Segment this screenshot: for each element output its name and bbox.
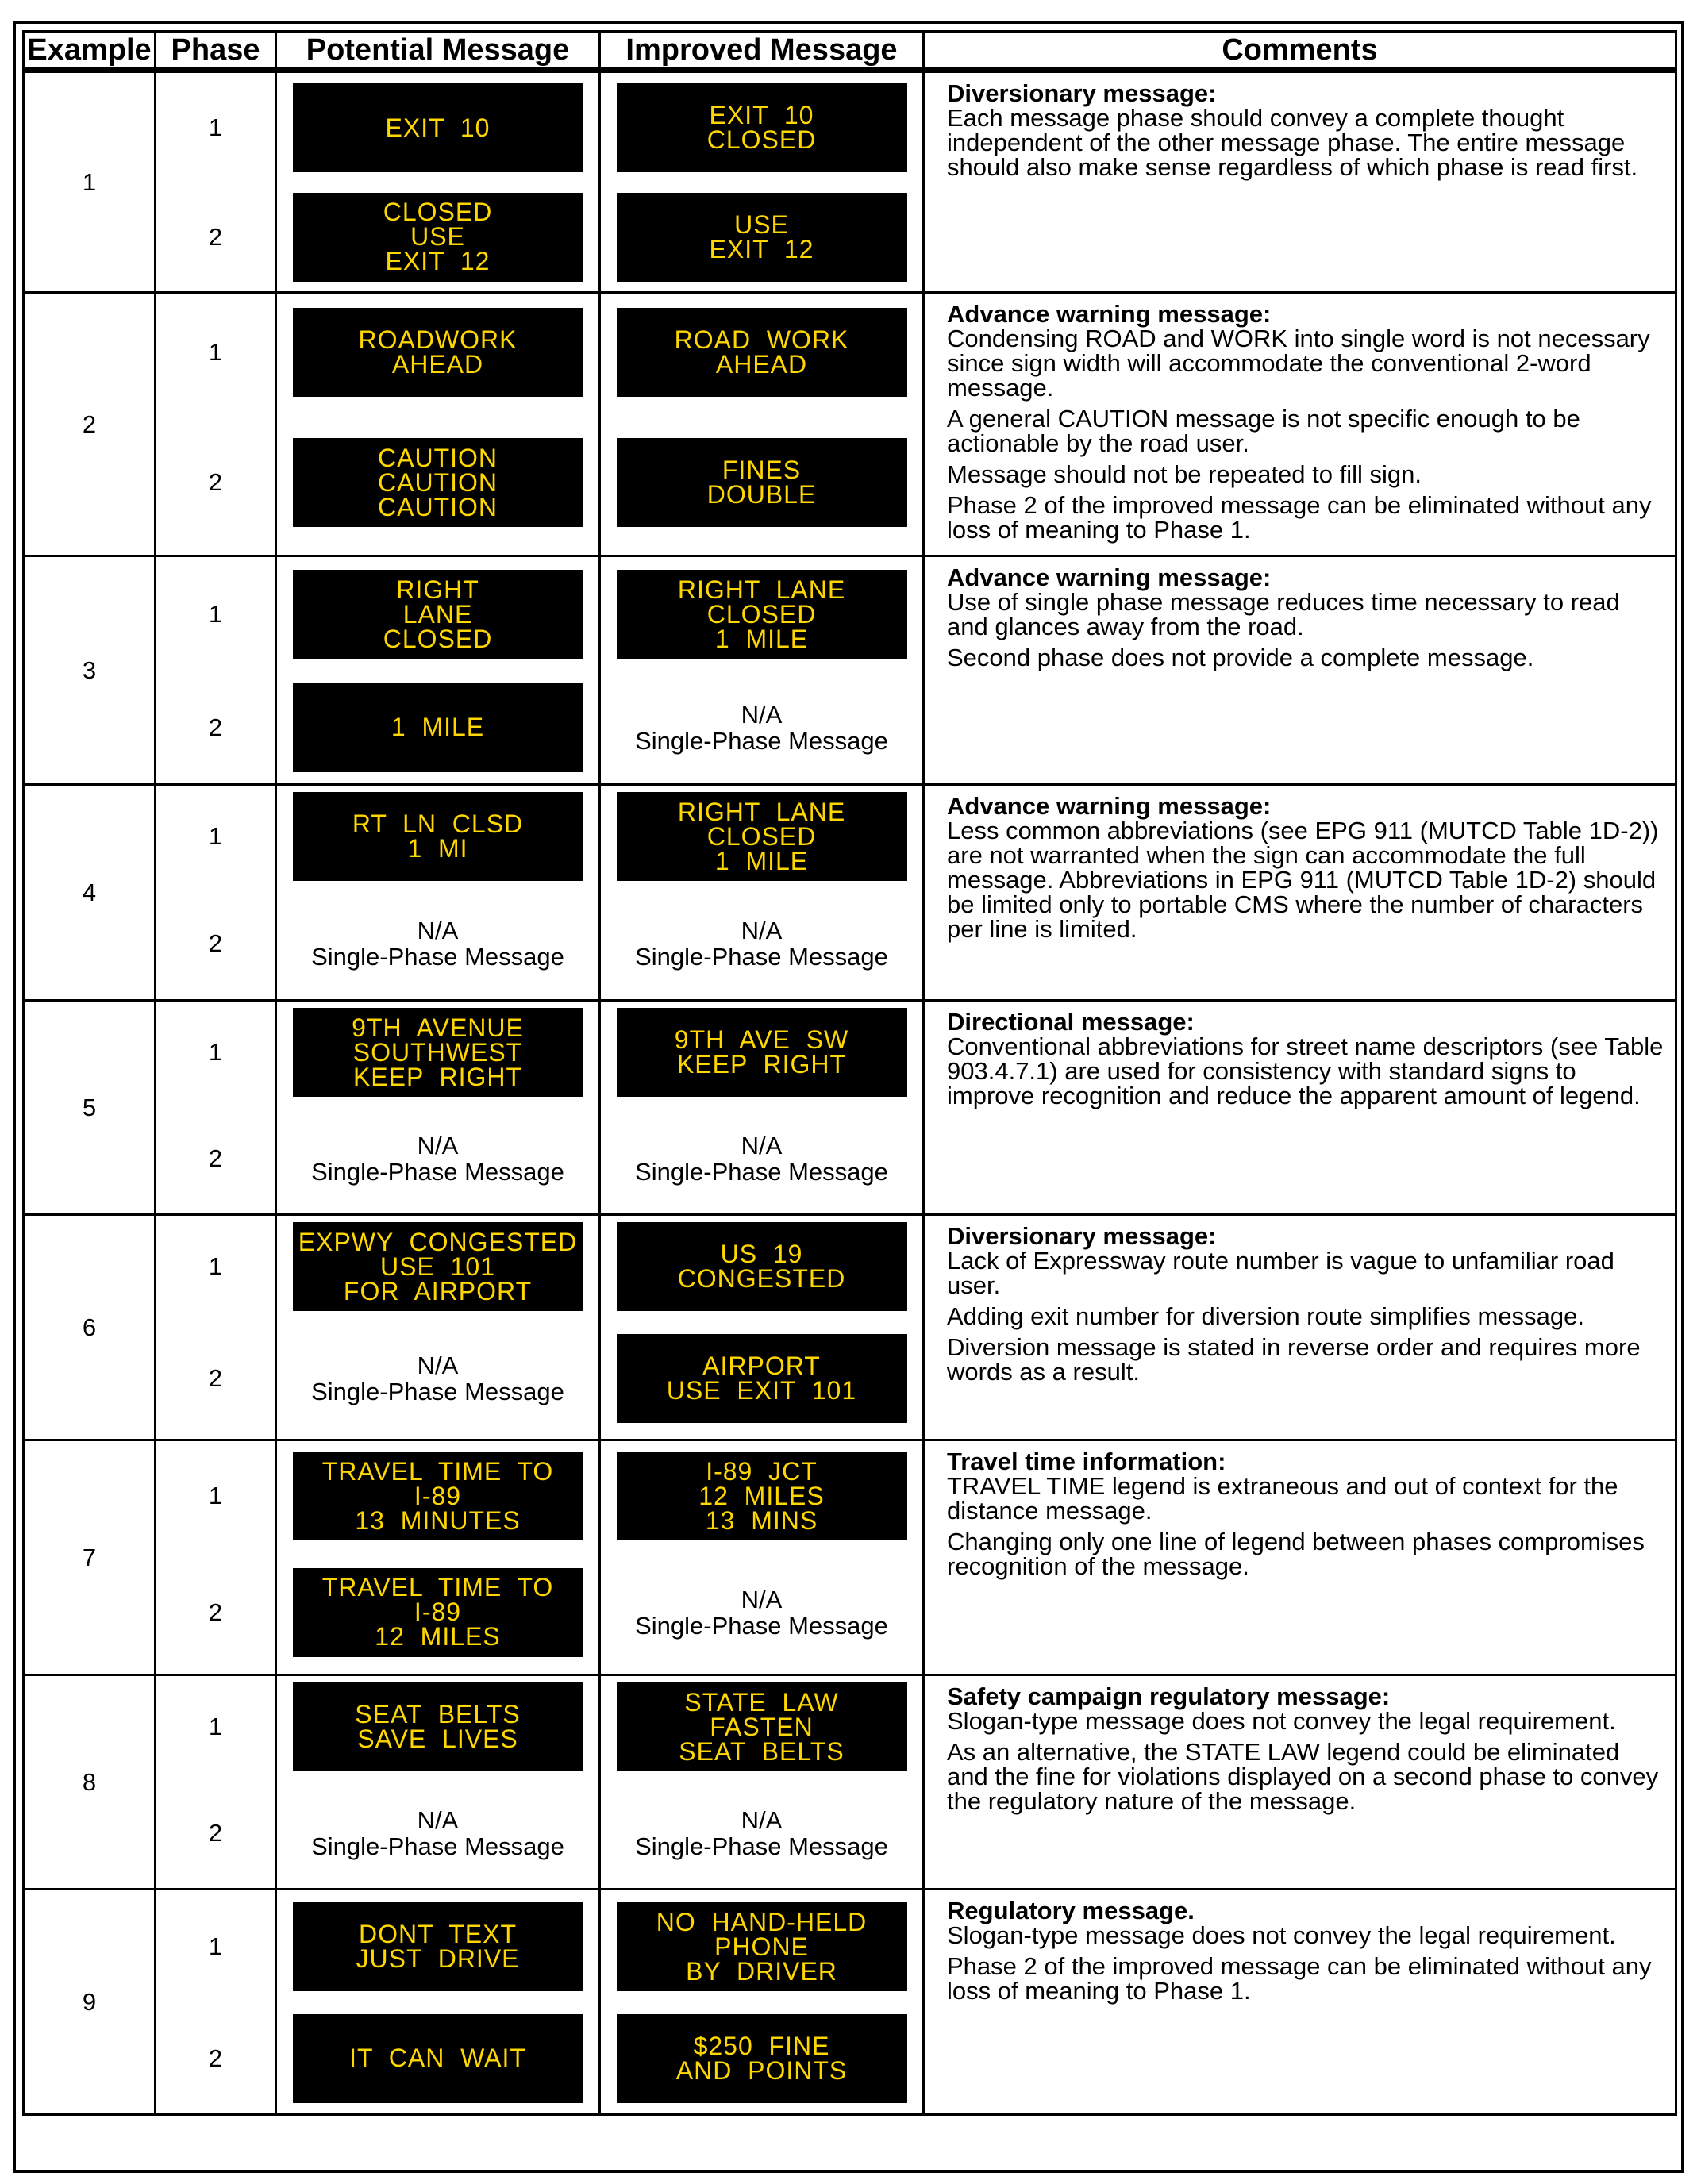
table-row — [24, 1440, 1676, 1551]
single-phase-note — [277, 1352, 598, 1405]
note-line: N/A — [417, 1131, 459, 1159]
sign-line: CLOSED — [383, 624, 493, 653]
sign-line: I-89 — [414, 1598, 462, 1627]
sign-line: CAUTION — [378, 492, 498, 521]
sign-line: CONGESTED — [677, 1264, 846, 1294]
sign-line: TRAVEL TIME TO — [321, 1456, 554, 1486]
sign-line: RT LN CLSD — [352, 809, 524, 839]
note-line: N/A — [741, 916, 783, 944]
phase-number: 2 — [156, 1551, 276, 1675]
table-row — [24, 71, 1676, 183]
note-line: Single-Phase Message — [635, 1611, 888, 1640]
sign-line: AIRPORT — [702, 1351, 821, 1380]
comments-cell — [924, 1890, 1676, 2115]
sign-line: EXPWY CONGESTED — [298, 1227, 578, 1256]
comments-cell — [924, 1001, 1676, 1215]
cms-sign — [293, 1452, 583, 1540]
header-improved-message: Improved Message — [600, 32, 924, 71]
sign-line: ROAD WORK — [674, 325, 849, 354]
sign-line: SOUTHWEST — [352, 1037, 523, 1067]
header-row — [24, 32, 1676, 71]
header-comments: Comments — [924, 32, 1676, 71]
comments-cell — [924, 556, 1676, 785]
table-row — [24, 1215, 1676, 1318]
sign-line: 12 MILES — [698, 1481, 825, 1510]
sign-line: 1 MI — [407, 834, 468, 863]
cms-sign — [293, 1008, 583, 1097]
sign-line: FASTEN — [710, 1712, 814, 1741]
sign-line: CLOSED — [383, 198, 493, 227]
improved-message-cell — [600, 1440, 924, 1551]
comments-cell — [924, 1675, 1676, 1890]
sign-line: USE — [410, 222, 465, 252]
single-phase-note — [601, 1586, 922, 1639]
sign-line: I-89 JCT — [706, 1456, 818, 1486]
single-phase-note — [601, 1807, 922, 1859]
sign-line: 9TH AVE SW — [674, 1025, 849, 1055]
comment-title: Travel time information: — [947, 1448, 1226, 1475]
single-phase-note — [601, 702, 922, 754]
potential-message-cell — [276, 1551, 600, 1675]
sign-line: EXIT 10 — [385, 113, 491, 142]
cms-sign — [617, 1452, 907, 1540]
cms-sign — [293, 1222, 583, 1311]
sign-line: USE — [734, 210, 789, 239]
potential-message-cell — [276, 411, 600, 556]
comment-title: Advance warning message: — [947, 792, 1272, 820]
comments-cell — [924, 293, 1676, 556]
potential-message-cell — [276, 1890, 600, 2004]
note-line: N/A — [417, 1805, 459, 1834]
potential-message-cell — [276, 183, 600, 293]
improved-message-cell — [600, 785, 924, 888]
table-row — [24, 1001, 1676, 1104]
cms-sign — [293, 193, 583, 282]
example-number: 9 — [24, 1890, 156, 2115]
single-phase-note — [277, 1807, 598, 1859]
phase-number: 1 — [156, 1440, 276, 1551]
phase-number: 1 — [156, 785, 276, 888]
sign-line: IT CAN WAIT — [349, 2044, 526, 2073]
phase-number: 2 — [156, 672, 276, 785]
improved-message-cell — [600, 293, 924, 411]
comment-paragraph: Condensing ROAD and WORK into single word is not necessary since sign width will accommodate the conventional 2-word message. — [947, 325, 1650, 402]
sign-line: 13 MINUTES — [355, 1505, 521, 1535]
sign-line: KEEP RIGHT — [676, 1050, 847, 1079]
cms-sign — [293, 2014, 583, 2103]
cms-sign — [293, 1682, 583, 1771]
potential-message-cell — [276, 1318, 600, 1440]
potential-message-cell — [276, 1675, 600, 1778]
sign-line: 1 MILE — [714, 624, 809, 653]
sign-line: PHONE — [714, 1932, 809, 1961]
table-frame — [13, 21, 1684, 2173]
sign-line: JUST DRIVE — [356, 1944, 520, 1974]
table-row — [24, 785, 1676, 888]
comment-title: Directional message: — [947, 1008, 1195, 1036]
sign-line: 9TH AVENUE — [352, 1013, 524, 1042]
cms-message-table — [22, 30, 1677, 2116]
phase-number: 2 — [156, 411, 276, 556]
potential-message-cell — [276, 2004, 600, 2115]
sign-line: DOUBLE — [706, 480, 817, 509]
sign-line: KEEP RIGHT — [352, 1062, 523, 1091]
note-line: N/A — [417, 916, 459, 944]
sign-line: CLOSED — [706, 821, 817, 851]
cms-sign — [617, 83, 907, 172]
cms-sign — [293, 1568, 583, 1657]
sign-line: CAUTION — [378, 467, 498, 497]
sign-line: SEAT BELTS — [679, 1736, 845, 1766]
potential-message-cell — [276, 293, 600, 411]
sign-line: ROADWORK — [358, 325, 518, 354]
comments-cell — [924, 1215, 1676, 1440]
example-number: 3 — [24, 556, 156, 785]
sign-line: CLOSED — [706, 599, 817, 629]
sign-line: FOR AIRPORT — [343, 1276, 533, 1305]
single-phase-note — [601, 1132, 922, 1185]
note-line: N/A — [741, 1131, 783, 1159]
comment-paragraph: As an alternative, the STATE LAW legend could be eliminated and the fine for violations displayed on a second phase to convey the regulatory nature of the message. — [947, 1738, 1659, 1815]
comments-cell — [924, 785, 1676, 1001]
cms-sign — [293, 1902, 583, 1991]
cms-sign — [293, 438, 583, 527]
potential-message-cell — [276, 672, 600, 785]
sign-line: RIGHT — [396, 575, 479, 604]
sign-line: EXIT 10 — [709, 101, 814, 130]
sign-line: US 19 — [720, 1240, 803, 1269]
note-line: Single-Phase Message — [635, 942, 888, 971]
improved-message-cell — [600, 672, 924, 785]
improved-message-cell — [600, 1890, 924, 2004]
sign-line: RIGHT LANE — [677, 575, 846, 604]
sign-line: CLOSED — [706, 125, 817, 155]
improved-message-cell — [600, 183, 924, 293]
potential-message-cell — [276, 1001, 600, 1104]
sign-line: SEAT BELTS — [355, 1700, 521, 1729]
sign-line: $250 FINE — [693, 2031, 830, 2060]
phase-number: 1 — [156, 71, 276, 183]
cms-sign — [617, 570, 907, 659]
header-potential-message: Potential Message — [276, 32, 600, 71]
cms-sign — [617, 792, 907, 881]
phase-number: 2 — [156, 1318, 276, 1440]
phase-number: 2 — [156, 888, 276, 1001]
improved-message-cell — [600, 556, 924, 672]
sign-line: 13 MINS — [705, 1505, 818, 1535]
note-line: N/A — [741, 1585, 783, 1613]
sign-line: AHEAD — [715, 349, 808, 379]
sign-line: 1 MILE — [391, 713, 485, 742]
sign-line: TRAVEL TIME TO — [321, 1573, 554, 1602]
cms-sign — [617, 1222, 907, 1311]
sign-line: SAVE LIVES — [357, 1725, 518, 1754]
note-line: N/A — [417, 1351, 459, 1379]
table-row — [24, 1675, 1676, 1778]
sign-line: I-89 — [414, 1481, 462, 1510]
sign-line: AHEAD — [391, 349, 484, 379]
potential-message-cell — [276, 1215, 600, 1318]
sign-line: RIGHT LANE — [677, 797, 846, 826]
cms-sign — [617, 1902, 907, 1991]
sign-line: STATE LAW — [684, 1687, 839, 1717]
phase-number: 1 — [156, 1890, 276, 2004]
cms-sign — [617, 1334, 907, 1423]
comment-paragraph: TRAVEL TIME legend is extraneous and out of context for the distance message. — [947, 1472, 1618, 1525]
improved-message-cell — [600, 888, 924, 1001]
note-line: N/A — [741, 1805, 783, 1834]
example-number: 7 — [24, 1440, 156, 1675]
cms-sign — [293, 570, 583, 659]
table-row — [24, 293, 1676, 411]
note-line: Single-Phase Message — [311, 1377, 564, 1405]
note-line: Single-Phase Message — [311, 1157, 564, 1186]
improved-message-cell — [600, 2004, 924, 2115]
comment-paragraph: Phase 2 of the improved message can be eliminated without any loss of meaning to Phase 1. — [947, 1952, 1652, 2005]
comment-paragraph: Phase 2 of the improved message can be eliminated without any loss of meaning to Phase 1. — [947, 491, 1652, 544]
phase-number: 2 — [156, 1778, 276, 1890]
example-number: 4 — [24, 785, 156, 1001]
example-number: 5 — [24, 1001, 156, 1215]
improved-message-cell — [600, 1104, 924, 1215]
sign-line: EXIT 12 — [709, 234, 814, 263]
table-row — [24, 1890, 1676, 2004]
cms-sign — [293, 83, 583, 172]
potential-message-cell — [276, 556, 600, 672]
phase-number: 2 — [156, 2004, 276, 2115]
sign-line: EXIT 12 — [385, 247, 491, 276]
sign-line: 1 MILE — [714, 846, 809, 875]
comments-cell — [924, 1440, 1676, 1675]
sign-line: FINES — [722, 456, 802, 485]
sign-line: DONT TEXT — [358, 1920, 518, 1949]
comment-title: Regulatory message. — [947, 1897, 1195, 1924]
note-line: Single-Phase Message — [311, 1832, 564, 1860]
phase-number: 1 — [156, 1215, 276, 1318]
cms-sign — [293, 683, 583, 772]
potential-message-cell — [276, 785, 600, 888]
comment-paragraph: A general CAUTION message is not specific enough to be actionable by the road user. — [947, 405, 1580, 457]
comments-cell — [924, 71, 1676, 293]
phase-number: 1 — [156, 556, 276, 672]
potential-message-cell — [276, 1778, 600, 1890]
example-number: 2 — [24, 293, 156, 556]
sign-line: AND POINTS — [675, 2055, 848, 2085]
improved-message-cell — [600, 411, 924, 556]
comment-paragraph: Diversion message is stated in reverse order and requires more words as a result. — [947, 1333, 1641, 1386]
header-phase: Phase — [156, 32, 276, 71]
comment-paragraph: Lack of Expressway route number is vague to unfamiliar road user. — [947, 1247, 1614, 1299]
sign-line: USE EXIT 101 — [666, 1375, 857, 1405]
improved-message-cell — [600, 71, 924, 183]
phase-number: 2 — [156, 1104, 276, 1215]
comment-title: Advance warning message: — [947, 563, 1272, 591]
potential-message-cell — [276, 1440, 600, 1551]
phase-number: 1 — [156, 1001, 276, 1104]
improved-message-cell — [600, 1001, 924, 1104]
cms-sign — [617, 1008, 907, 1097]
cms-sign — [293, 792, 583, 881]
sign-line: BY DRIVER — [686, 1956, 837, 1986]
improved-message-cell — [600, 1778, 924, 1890]
cms-sign — [617, 2014, 907, 2103]
phase-number: 1 — [156, 1675, 276, 1778]
comment-title: Diversionary message: — [947, 79, 1217, 107]
cms-sign — [293, 308, 583, 397]
comment-paragraph: Slogan-type message does not convey the legal requirement. — [947, 1707, 1616, 1735]
comment-paragraph: Each message phase should convey a complete thought independent of the other message phase. The entire message should also make sense regardless of which phase is read first. — [947, 104, 1638, 181]
single-phase-note — [277, 917, 598, 970]
comment-paragraph: Changing only one line of legend between phases compromises recognition of the message. — [947, 1528, 1645, 1580]
cms-sign — [617, 1682, 907, 1771]
sign-line: CAUTION — [378, 443, 498, 472]
improved-message-cell — [600, 1215, 924, 1318]
sign-line: 12 MILES — [375, 1622, 501, 1651]
sign-line: NO HAND-HELD — [656, 1907, 868, 1936]
note-line: Single-Phase Message — [635, 1157, 888, 1186]
note-line: Single-Phase Message — [635, 1832, 888, 1860]
comment-paragraph: Less common abbreviations (see EPG 911 (MUTCD Table 1D-2)) are not warranted when the sign can accommodate the full message. Abbreviations in EPG 911 (MUTCD Table 1D-2) should be limited only to portable CMS where the number of characters per line is limited. — [947, 817, 1659, 943]
cms-sign — [617, 193, 907, 282]
improved-message-cell — [600, 1675, 924, 1778]
sign-line: LANE — [402, 599, 473, 629]
comment-paragraph: Slogan-type message does not convey the legal requirement. — [947, 1921, 1616, 1949]
single-phase-note — [601, 917, 922, 970]
comment-paragraph: Message should not be repeated to fill sign. — [947, 460, 1422, 488]
comment-title: Advance warning message: — [947, 300, 1272, 328]
improved-message-cell — [600, 1551, 924, 1675]
cms-sign — [617, 308, 907, 397]
note-line: N/A — [741, 700, 783, 729]
phase-number: 1 — [156, 293, 276, 411]
comment-title: Diversionary message: — [947, 1222, 1217, 1250]
sign-line: USE 101 — [380, 1252, 495, 1281]
example-number: 6 — [24, 1215, 156, 1440]
note-line: Single-Phase Message — [311, 942, 564, 971]
potential-message-cell — [276, 1104, 600, 1215]
table-row — [24, 556, 1676, 672]
potential-message-cell — [276, 888, 600, 1001]
improved-message-cell — [600, 1318, 924, 1440]
comment-title: Safety campaign regulatory message: — [947, 1682, 1391, 1710]
example-number: 1 — [24, 71, 156, 293]
comment-paragraph: Conventional abbreviations for street name descriptors (see Table 903.4.7.1) are used for consistency with standard signs to improve recognition and reduce the apparent amount of legend. — [947, 1032, 1664, 1109]
comment-paragraph: Second phase does not provide a complete message. — [947, 644, 1534, 671]
cms-sign — [617, 438, 907, 527]
note-line: Single-Phase Message — [635, 726, 888, 755]
header-example: Example — [24, 32, 156, 71]
potential-message-cell — [276, 71, 600, 183]
phase-number: 2 — [156, 183, 276, 293]
single-phase-note — [277, 1132, 598, 1185]
comment-paragraph: Adding exit number for diversion route simplifies message. — [947, 1302, 1584, 1330]
example-number: 8 — [24, 1675, 156, 1890]
comment-paragraph: Use of single phase message reduces time necessary to read and glances away from the road. — [947, 588, 1620, 640]
